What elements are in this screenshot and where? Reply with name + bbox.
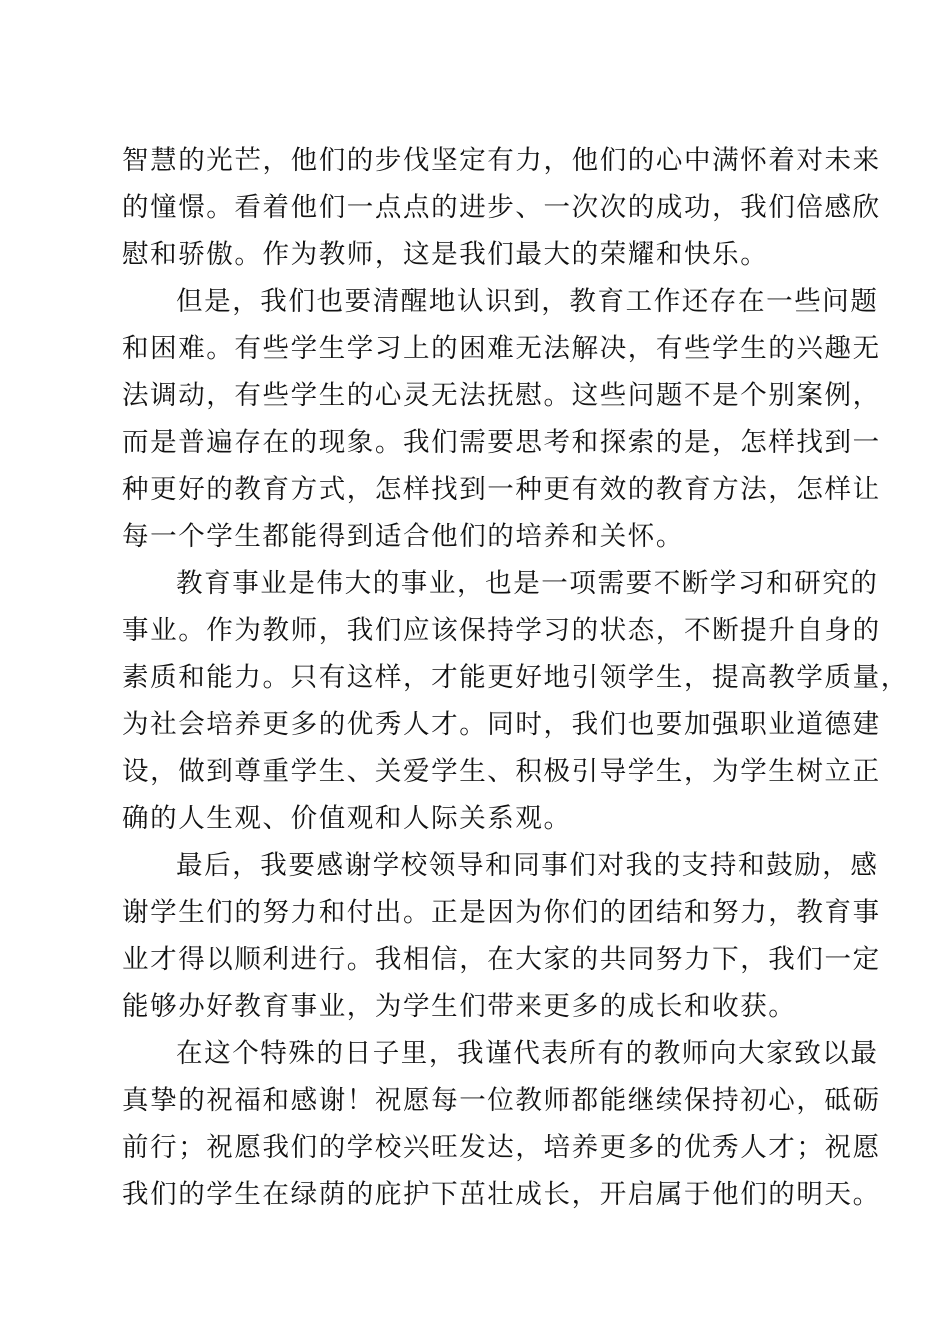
text-line: 谢学生们的努力和付出。正是因为你们的团结和努力，教育事 (122, 897, 881, 928)
text-line: 前行；祝愿我们的学校兴旺发达，培养更多的优秀人才；祝愿 (122, 1132, 881, 1163)
text-line: 业才得以顺利进行。我相信，在大家的共同努力下，我们一定 (122, 944, 881, 975)
text-line: 教育事业是伟大的事业，也是一项需要不断学习和研究的 (176, 568, 879, 599)
text-line: 的憧憬。看着他们一点点的进步、一次次的成功，我们倍感欣 (122, 192, 881, 223)
text-line: 慰和骄傲。作为教师，这是我们最大的荣耀和快乐。 (122, 239, 769, 270)
text-line: 而是普遍存在的现象。我们需要思考和探索的是，怎样找到一 (122, 427, 881, 458)
text-line: 和困难。有些学生学习上的困难无法解决，有些学生的兴趣无 (122, 333, 881, 364)
text-line: 为社会培养更多的优秀人才。同时，我们也要加强职业道德建 (122, 709, 881, 740)
text-line: 素质和能力。只有这样，才能更好地引领学生，提高教学质量， (122, 662, 909, 693)
text-line: 在这个特殊的日子里，我谨代表所有的教师向大家致以最 (176, 1038, 879, 1069)
text-line: 智慧的光芒，他们的步伐坚定有力，他们的心中满怀着对未来 (122, 145, 881, 176)
text-line: 种更好的教育方式，怎样找到一种更有效的教育方法，怎样让 (122, 474, 881, 505)
text-line: 我们的学生在绿荫的庇护下茁壮成长，开启属于他们的明天。 (122, 1179, 881, 1210)
text-line: 确的人生观、价值观和人际关系观。 (122, 803, 572, 834)
text-line: 但是，我们也要清醒地认识到，教育工作还存在一些问题 (176, 286, 879, 317)
text-line: 最后，我要感谢学校领导和同事们对我的支持和鼓励，感 (176, 850, 879, 881)
document-body (122, 137, 909, 1218)
paragraph (122, 842, 881, 1030)
text-line: 真挚的祝福和感谢！祝愿每一位教师都能继续保持初心，砥砺 (122, 1085, 881, 1116)
text-line: 每一个学生都能得到适合他们的培养和关怀。 (122, 521, 684, 552)
text-line: 事业。作为教师，我们应该保持学习的状态，不断提升自身的 (122, 615, 881, 646)
paragraph (122, 560, 909, 842)
paragraph (122, 137, 881, 278)
text-line: 设，做到尊重学生、关爱学生、积极引导学生，为学生树立正 (122, 756, 881, 787)
paragraph (122, 1030, 881, 1218)
text-line: 能够办好教育事业，为学生们带来更多的成长和收获。 (122, 991, 797, 1022)
text-line: 法调动，有些学生的心灵无法抚慰。这些问题不是个别案例， (122, 380, 881, 411)
paragraph (122, 278, 881, 560)
